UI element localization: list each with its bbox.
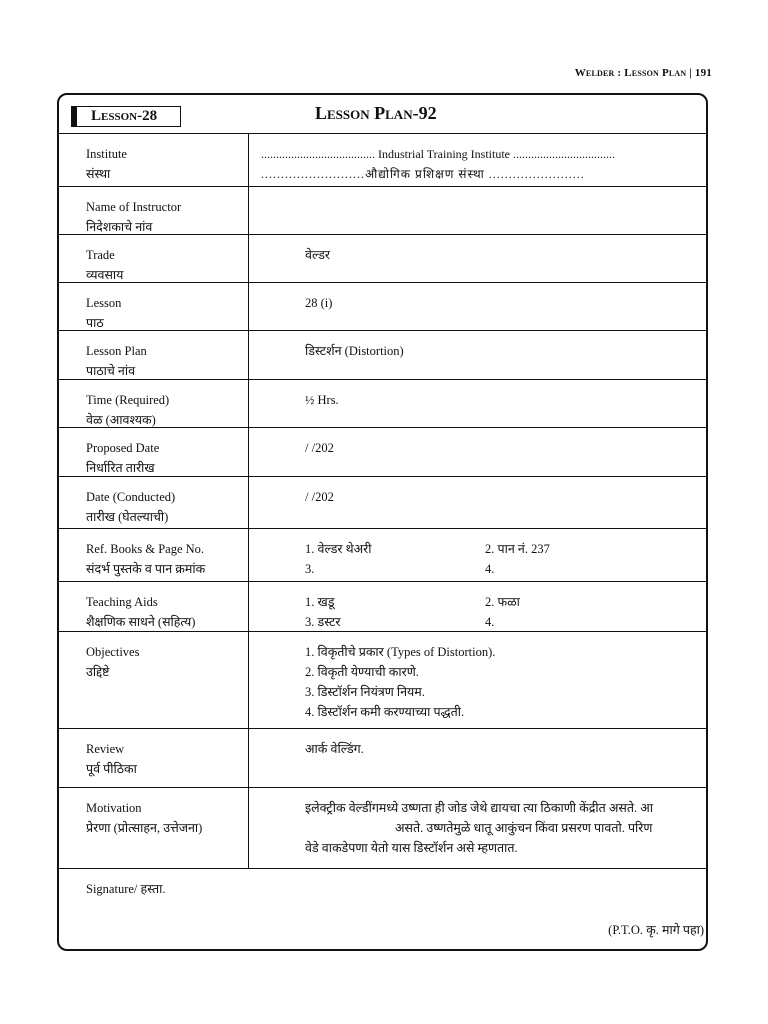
label-cell [59,235,249,282]
label-cell [59,380,249,427]
lesson-plan-form [57,93,708,951]
list-item: 3. [305,562,315,576]
label-cell [59,632,249,728]
label-en: Name of Instructor [86,200,182,214]
list-item: 4. [485,562,495,576]
institute-name-en: ...................................... Industrial Training Institute .................................. [261,147,615,161]
plan-title: Lesson Plan-92 [315,103,437,123]
row-motivation [59,788,708,869]
time-value: ½ Hrs. [305,393,339,407]
label-cell [59,529,249,581]
list-item: 2. पान नं. 237 [485,542,550,556]
list-item: 3. डिस्टॉर्शन नियंत्रण नियम. [305,685,425,699]
label-mr: निदेशकाचे नांव [86,220,153,234]
conducted-date-value: / /202 [305,490,334,504]
label-mr: प्रेरणा (प्रोत्साहन, उत्तेजना) [86,821,203,835]
row-time [59,380,708,428]
label-mr: तारीख (घेतल्याची) [86,510,169,524]
label-en: Lesson Plan [86,344,147,358]
value-cell [251,529,708,581]
label-mr: शैक्षणिक साधने (सहित्य) [86,615,196,629]
lesson-value: 28 (i) [305,296,333,310]
label-mr: वेळ (आवश्यक) [86,413,156,427]
row-lesson [59,283,708,331]
row-review [59,729,708,788]
value-cell [251,729,708,787]
label-cell [59,134,249,186]
label-cell [59,428,249,476]
value-cell [251,632,708,728]
label-en: Lesson [86,296,122,310]
trade-value: वेल्डर [305,248,331,262]
signature-label: Signature/ हस्ता. [86,882,166,896]
list-item: 4. [485,615,495,629]
lesson-plan-value: डिस्टर्शन (Distortion) [305,344,404,358]
running-head: Welder : Lesson Plan | 191 [574,67,712,79]
row-institute [59,134,708,187]
row-ref-books [59,529,708,582]
label-en: Institute [86,147,127,161]
row-teaching-aids [59,582,708,632]
ref-books-list [305,539,708,579]
list-item: 3. डस्टर [305,615,341,629]
label-mr: उद्दिष्टे [86,665,110,679]
row-conducted-date [59,477,708,529]
review-value: आर्क वेल्डिंग. [305,742,364,756]
label-en: Time (Required) [86,393,170,407]
list-item: 1. विकृतीचे प्रकार (Types of Distortion). [305,645,496,659]
value-cell [251,477,708,528]
label-cell [59,283,249,330]
label-cell [59,331,249,379]
row-trade [59,235,708,283]
value-cell [251,331,708,379]
instructor-value[interactable] [251,187,708,234]
label-cell [59,477,249,528]
list-item: 2. विकृती येण्याची कारणे. [305,665,419,679]
label-en: Review [86,742,125,756]
value-cell [251,283,708,330]
lesson-tag: Lesson-28 [71,106,181,127]
row-proposed-date [59,428,708,477]
label-cell [59,729,249,787]
value-cell [251,788,708,868]
label-en: Proposed Date [86,441,160,455]
row-lesson-plan [59,331,708,380]
label-cell [59,187,249,234]
motivation-line: इलेक्ट्रीक वेल्डींगमध्ये उष्णता ही जोड जेथे द्यायचा त्या ठिकाणी केंद्रीत असते. आ [305,801,654,815]
label-cell [59,788,249,868]
row-instructor [59,187,708,235]
value-cell [251,380,708,427]
label-mr: व्यवसाय [86,268,124,282]
label-mr: निर्धारित तारीख [86,461,155,475]
form-table [59,133,708,944]
value-cell [251,582,708,631]
pto-note: (P.T.O. कृ. मागे पहा) [608,923,704,937]
label-mr: पाठ [86,316,104,330]
institute-name-mr: ..........................औद्योगिक प्रशिक्षण संस्था ........................ [261,167,585,181]
label-en: Objectives [86,645,140,659]
value-cell [251,428,708,476]
label-mr: पूर्व पीठिका [86,762,137,776]
list-item: 4. डिस्टॉर्शन कमी करण्याच्या पद्धती. [305,705,465,719]
value-cell [251,134,708,186]
motivation-line: असते. उष्णतेमुळे धातू आकुंचन किंवा प्रसरण पावतो. परिण [395,821,653,835]
label-en: Ref. Books & Page No. [86,542,205,556]
proposed-date-value: / /202 [305,441,334,455]
label-en: Motivation [86,801,142,815]
label-cell [59,582,249,631]
label-mr: संस्था [86,167,111,181]
label-en: Teaching Aids [86,595,158,609]
row-signature [59,869,708,944]
label-en: Date (Conducted) [86,490,176,504]
label-mr: पाठाचे नांव [86,364,136,378]
list-item: 2. फळा [485,595,520,609]
list-item: 1. खडू [305,595,335,609]
label-en: Trade [86,248,115,262]
row-objectives [59,632,708,729]
label-mr: संदर्भ पुस्तके व पान क्रमांक [86,562,206,576]
teaching-aids-list [305,592,708,632]
motivation-line: वेडे वाकडेपणा येतो यास डिस्टॉर्शन असे म्हणतात. [305,841,518,855]
value-cell [251,235,708,282]
list-item: 1. वेल्डर थेअरी [305,542,372,556]
